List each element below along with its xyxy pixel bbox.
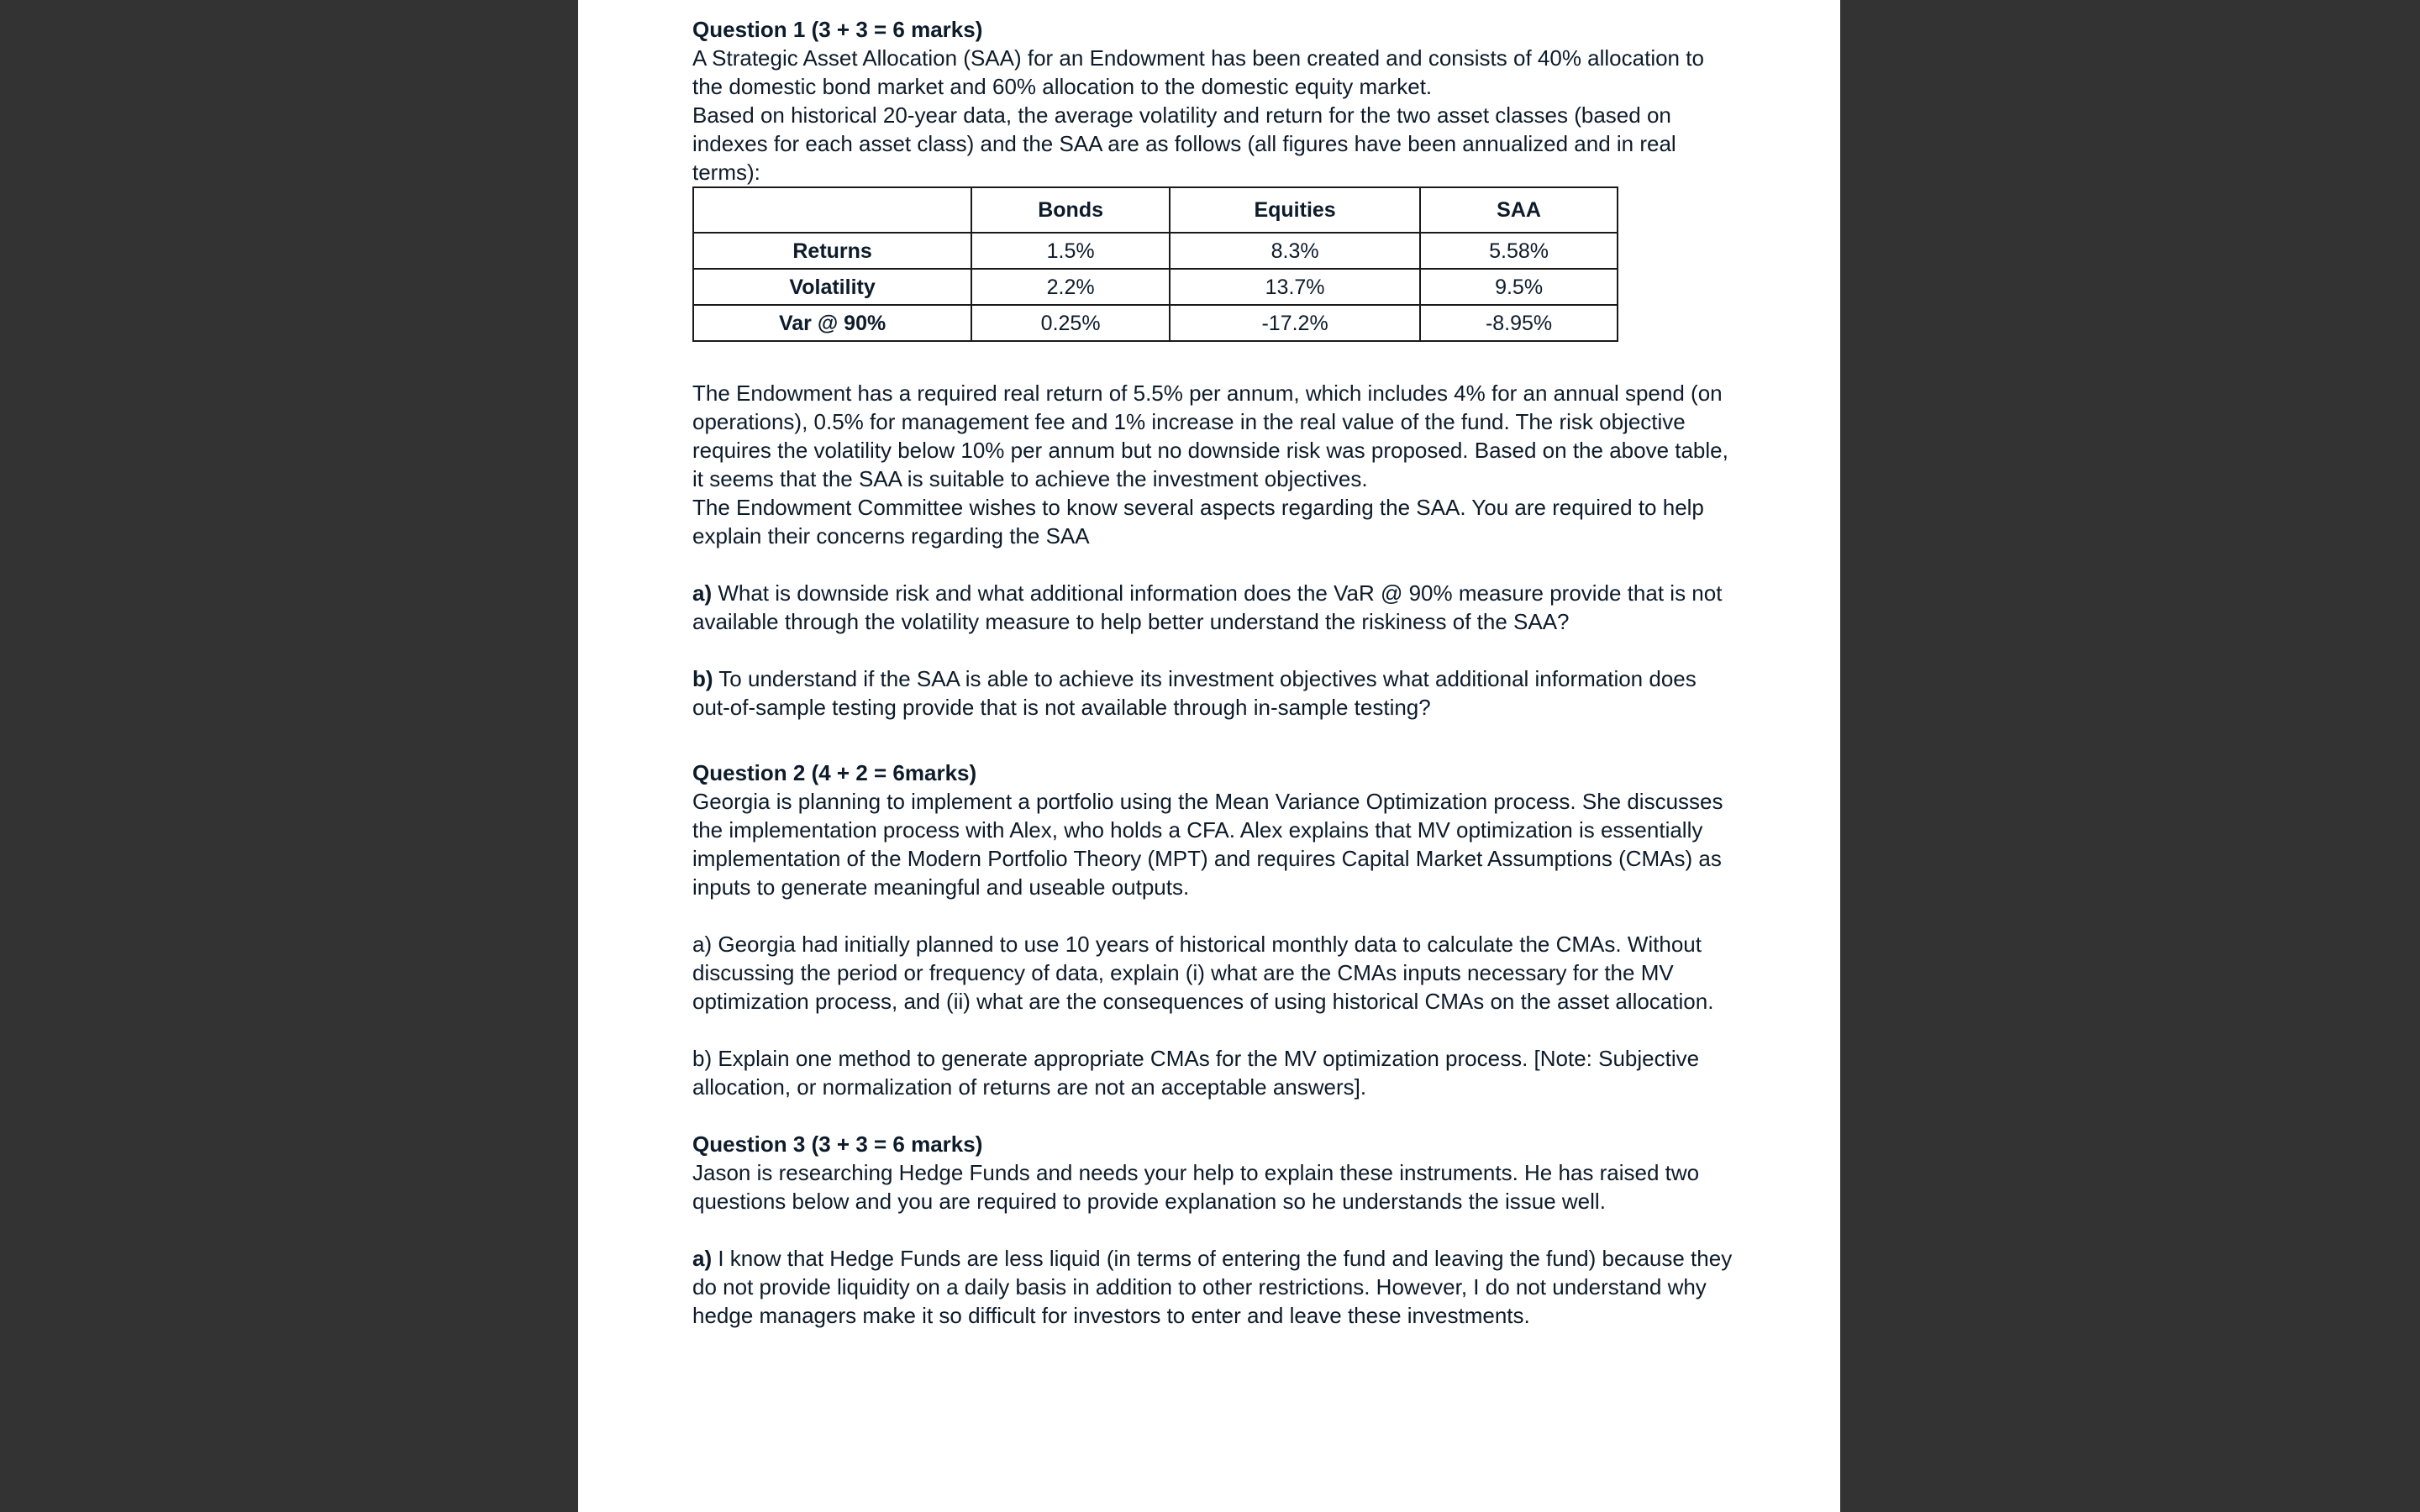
document-page — [578, 0, 1840, 1512]
question-2-title: Question 2 (4 + 2 = 6marks) — [692, 760, 977, 785]
question-1-intro-2: Based on historical 20-year data, the average volatility and return for the two asset classes (based on indexes for each asset class) and the SAA are as follows (all figures have been annualized and in real terms): — [692, 102, 1676, 185]
table-row-label: Var @ 90% — [693, 305, 971, 341]
table-cell: 8.3% — [1170, 233, 1420, 269]
table-header-cell: SAA — [1420, 187, 1618, 233]
table-cell: -8.95% — [1420, 305, 1618, 341]
table-row — [693, 233, 1618, 269]
table-header-cell — [693, 187, 971, 233]
question-1-title: Question 1 (3 + 3 = 6 marks) — [692, 17, 983, 42]
question-1-part-b — [692, 664, 1734, 722]
question-1-part-a — [692, 579, 1734, 636]
question-3-part-a — [692, 1244, 1734, 1330]
part-label: a) — [692, 580, 713, 606]
table-header-cell: Bonds — [971, 187, 1170, 233]
table-cell: 0.25% — [971, 305, 1170, 341]
question-2-part-a: a) Georgia had initially planned to use 10 years of historical monthly data to calculate the CMAs. Without discussing the period or frequency of data, explain (i) what are the CMAs inputs necessary for the MV optimization process, and (ii) what are the consequences of using historical CMAs on the asset allocation. — [692, 932, 1714, 1014]
part-text: I know that Hedge Funds are less liquid (in terms of entering the fund and leaving the fund) because they do not provide liquidity on a daily basis in addition to other restrictions. However, I do not understand why hedge managers make it so difficult for investors to enter and leave these investments. — [692, 1246, 1733, 1328]
question-1-intro-1: A Strategic Asset Allocation (SAA) for an Endowment has been created and consists of 40% allocation to the domestic bond market and 60% allocation to the domestic equity market. — [692, 45, 1704, 99]
table-row — [693, 269, 1618, 305]
table-cell: 13.7% — [1170, 269, 1420, 305]
table-cell: 2.2% — [971, 269, 1170, 305]
document-content — [692, 15, 1734, 1330]
table-header-cell: Equities — [1170, 187, 1420, 233]
question-1-paragraph-2: The Endowment Committee wishes to know several aspects regarding the SAA. You are required to help explain their concerns regarding the SAA — [692, 495, 1704, 549]
question-3-title: Question 3 (3 + 3 = 6 marks) — [692, 1131, 983, 1157]
saa-table — [692, 186, 1618, 342]
table-row — [693, 305, 1618, 341]
table-cell: 9.5% — [1420, 269, 1618, 305]
part-label: a) — [692, 1246, 713, 1271]
question-3-intro: Jason is researching Hedge Funds and needs your help to explain these instruments. He has raised two questions below and you are required to provide explanation so he understands the issue well. — [692, 1160, 1700, 1214]
table-header-row — [693, 187, 1618, 233]
table-cell: 5.58% — [1420, 233, 1618, 269]
table-cell: -17.2% — [1170, 305, 1420, 341]
part-text: What is downside risk and what additional information does the VaR @ 90% measure provide that is not available through the volatility measure to help better understand the riskiness of the SAA? — [692, 580, 1723, 634]
table-row-label: Volatility — [693, 269, 971, 305]
question-1-paragraph-1: The Endowment has a required real return of 5.5% per annum, which includes 4% for an annual spend (on operations), 0.5% for management fee and 1% increase in the real value of the fund. The risk objective requires the volatility below 10% per annum but no downside risk was proposed. Based on the above table, it seems that the SAA is suitable to achieve the investment objectives. — [692, 381, 1728, 491]
table-cell: 1.5% — [971, 233, 1170, 269]
question-2-intro: Georgia is planning to implement a portfolio using the Mean Variance Optimization process. She discusses the implementation process with Alex, who holds a CFA. Alex explains that MV optimization is essentially implementation of the Modern Portfolio Theory (MPT) and requires Capital Market Assumptions (CMAs) as inputs to generate meaningful and useable outputs. — [692, 789, 1723, 900]
table-row-label: Returns — [693, 233, 971, 269]
question-2-part-b: b) Explain one method to generate appropriate CMAs for the MV optimization process. [Note: Subjective allocation, or normalization of returns are not an acceptable answers]. — [692, 1046, 1700, 1100]
part-text: To understand if the SAA is able to achieve its investment objectives what additional information does out-of-sample testing provide that is not available through in-sample testing? — [692, 666, 1697, 720]
part-label: b) — [692, 666, 713, 691]
